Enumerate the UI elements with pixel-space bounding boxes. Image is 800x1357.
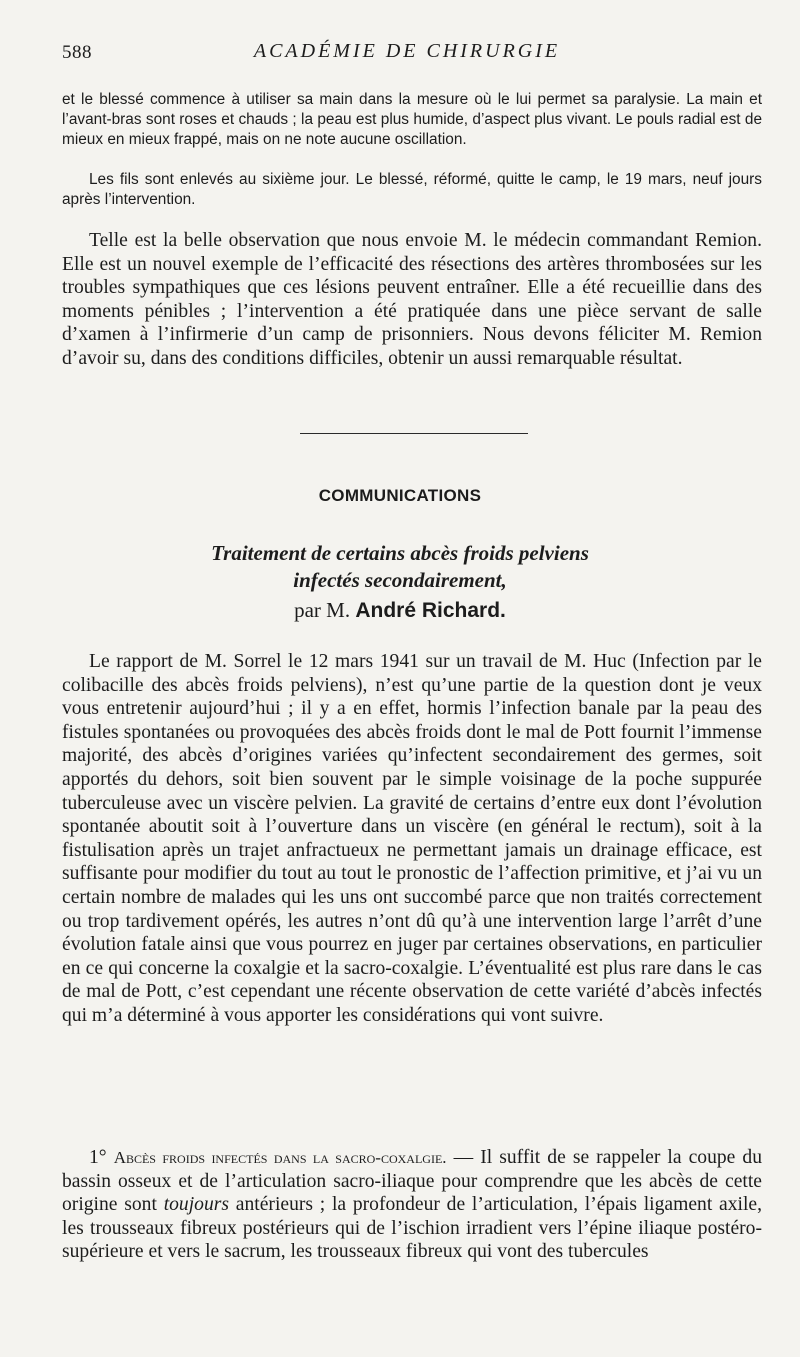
byline-prefix: par M. [294, 598, 351, 622]
section-heading: COMMUNICATIONS [318, 486, 482, 505]
intro-paragraph: Le rapport de M. Sorrel le 12 mars 1941 sur un travail de M. Huc (Infection par le colibacille des abcès froids pelviens), n’est qu’une partie de la question dont je veux vous entretenir aujourd’hui ; il y a en effet, hormis l’infection banale par la peau des fistules spontanées ou provoquées des abcès froids dont le mal de Pott fournit l’immense majorité, des abcès d’origines variées qu’infectent secondairement des germes, soit apportés du dehors, soit bien souvent par le simple voisinage de la poche suppurée tuberculeuse avec un viscère pelvien. La gravité de certains d’entre eux dont l’évolution spontanée aboutit soit à l’ouverture dans un viscère (en général le rectum), soit à la fistulisation après un trajet anfractueux ne permettant jamais un drainage efficace, est suffisante pour modifier du tout au tout le pronostic de l’affection primitive, et j’ai vu un certain nombre de malades qui les uns ont succombé parce que non traités correctement ou trop tardivement opérés, les autres n’ont dû qu’à une intervention large l’arrêt d’une évolution fatale ainsi que vous pourrez en juger par certaines observations, en particulier en ce qui concerne la coxalgie et la sacro-coxalgie. L’éventualité est plus rare dans le cas de mal de Pott, c’est cependant une récente observation de cette variété d’abcès infectés qui m’a déterminé à vous apporter les considérations qui vont suivre. [62, 651, 762, 1026]
subsection-text-b: antérieurs ; la profondeur de l’articulation, l’épais ligament axile, les trousseaux fibreux postérieurs qui de l’ischion irradient vers l’épine iliaque postéro-supérieure et vers le sacrum, les trousseaux fibreux qui vont des tubercules [62, 1194, 763, 1263]
observation-paragraph-2: Les fils sont enlevés au sixième jour. Le blessé, réformé, quitte le camp, le 19 mars, neuf jours après l’intervention. [62, 171, 762, 209]
observation-paragraph-1: et le blessé commence à utiliser sa main dans la mesure où le lui permet sa paralysie. La main et l’avant-bras sont roses et chauds ; la peau est plus humide, d’aspect plus vivant. Le pouls radial est de mieux en mieux frappé, mais on ne note aucune oscillation. [62, 91, 762, 149]
article-title [0, 540, 800, 594]
subsection-paragraph [62, 1146, 762, 1264]
subsection-emphasis: toujours [163, 1194, 230, 1216]
subsection-dash: — [453, 1147, 474, 1168]
page-header [62, 40, 752, 70]
article-title-line-2: infectés secondairement, [293, 568, 507, 592]
subsection-number: 1° [89, 1147, 107, 1168]
author-name: André Richard. [355, 599, 506, 622]
section-divider [300, 433, 528, 434]
subsection-title: Abcès froids infectés dans la sacro-coxalgie. [113, 1148, 447, 1167]
commentary-paragraph: Telle est la belle observation que nous envoie M. le médecin commandant Remion. Elle est un nouvel exemple de l’efficacité des résections des artères thrombosées sur les troubles sympathiques que ces lésions peuvent entraîner. Elle a été recueillie dans des moments pénibles ; l’intervention a été pratiquée dans une pièce servant de salle d’xamen à l’infirmerie d’un camp de prisonniers. Nous devons féliciter M. Remion d’avoir su, dans des conditions difficiles, obtenir un aussi remarquable résultat. [62, 230, 762, 369]
running-title: ACADÉMIE DE CHIRURGIE [253, 40, 561, 62]
subsection-text-a: Il suffit de se rappeler la coupe du bassin osseux et de l’articulation sacro-iliaque pour comprendre que les abcès de cette origine sont [62, 1147, 762, 1216]
page-number: 588 [62, 42, 92, 63]
article-title-line-1: Traitement de certains abcès froids pelviens [211, 541, 589, 565]
byline [0, 598, 800, 623]
